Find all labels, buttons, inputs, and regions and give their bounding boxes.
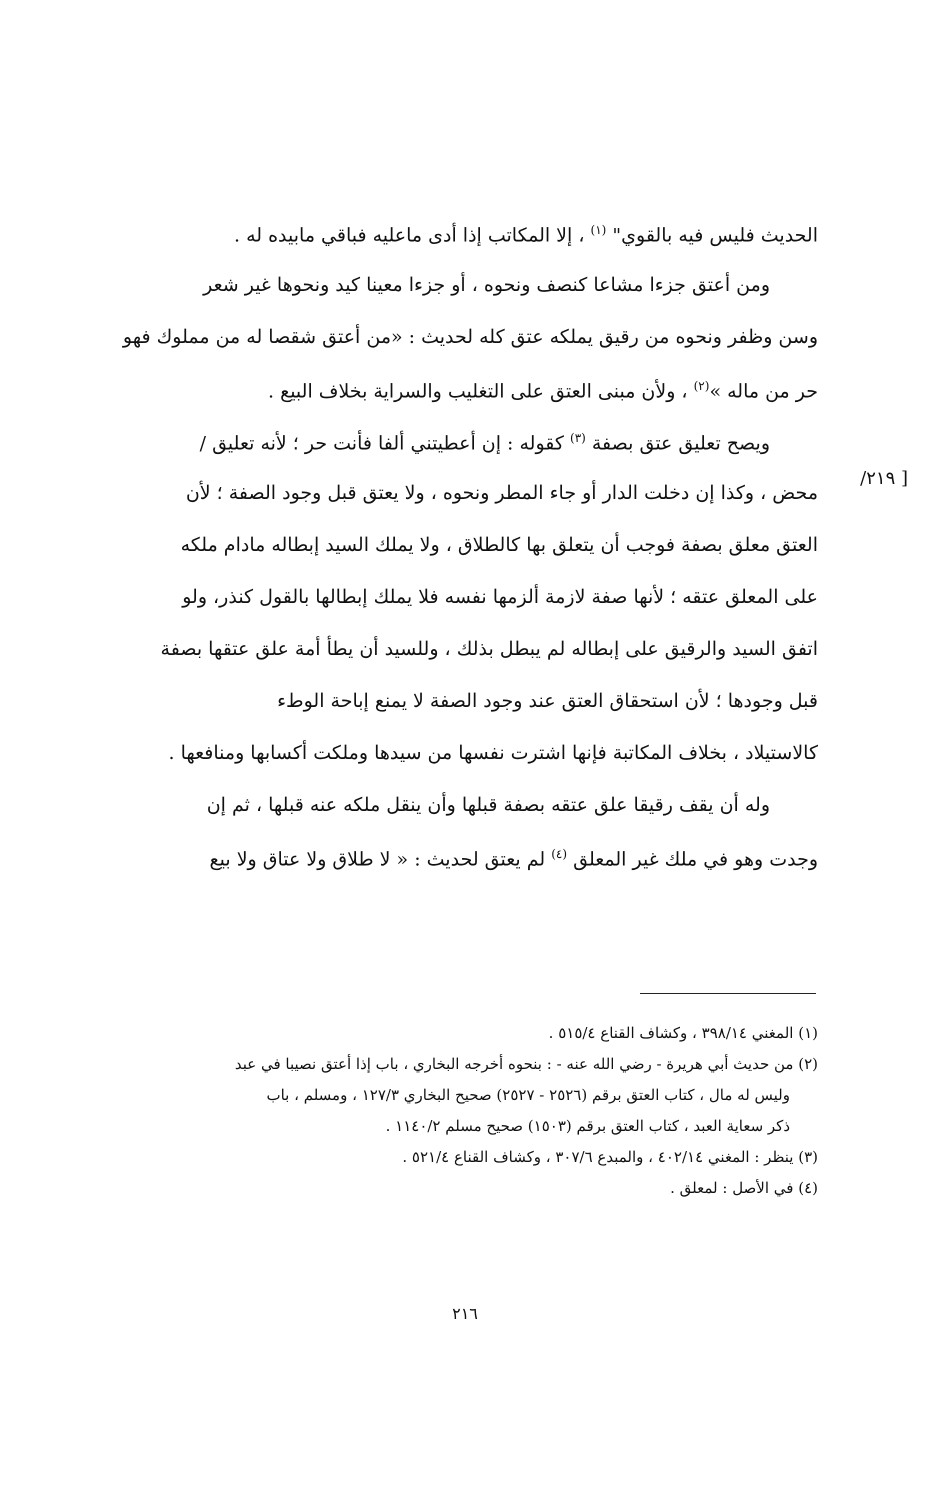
footnote-ref: (٤)	[551, 847, 568, 861]
text-segment: قبل وجودها ؛ لأن استحقاق العتق عند وجود الصفة لا يمنع إباحة الوطء	[277, 690, 818, 712]
text-line	[70, 834, 818, 886]
text-segment: ، ولأن مبنى العتق على التغليب والسراية بخلاف البيع .	[268, 380, 688, 403]
text-segment: وسن وظفر ونحوه من رقيق يملكه عتق كله لحديث : «من أعتق شقصا له من مملوك فهو	[122, 326, 818, 348]
text-line	[70, 574, 818, 626]
footnotes	[72, 1018, 818, 1204]
text-line	[70, 470, 818, 522]
main-text	[70, 210, 818, 886]
text-segment: حر من ماله »	[709, 380, 818, 403]
text-line	[70, 262, 818, 314]
text-line	[70, 626, 818, 678]
footnote-line: (١) المغني ٣٩٨/١٤ ، وكشاف القناع ٥١٥/٤ .	[548, 1024, 818, 1042]
footnote-line: ذكر سعاية العبد ، كتاب العتق برقم (١٥٠٣) صحيح مسلم ١١٤٠/٢ .	[385, 1117, 790, 1135]
text-segment: وله أن يقف رقيقا علق عتقه بصفة قبلها وأن ينقل ملكه عنه قبلها ، ثم إن	[206, 794, 770, 816]
text-segment: كقوله : إن أعطيتني ألفا فأنت حر ؛ لأنه تعليق /	[199, 432, 564, 455]
text-line	[70, 730, 818, 782]
text-segment: ومن أعتق جزءا مشاعا كنصف ونحوه ، أو جزءا معينا كيد ونحوها غير شعر	[203, 274, 770, 296]
text-line	[70, 366, 818, 418]
footnote-ref: (٣)	[570, 431, 586, 445]
text-line	[70, 522, 818, 574]
footnote-line: (٢) من حديث أبي هريرة - رضي الله عنه - : بنحوه أخرجه البخاري ، باب إذا أعتق نصيبا في عبد	[234, 1055, 818, 1073]
text-segment: اتفق السيد والرقيق على إبطاله لم يبطل بذلك ، وللسيد أن يطأ أمة علق عتقها بصفة	[160, 638, 818, 660]
footnote-line: (٣) ينظر : المغني ٤٠٢/١٤ ، والمبدع ٣٠٧/٦ ، وكشاف القناع ٥٢١/٤ .	[402, 1148, 818, 1166]
footnote-ref: (٢)	[693, 379, 710, 393]
text-segment: وجدت وهو في ملك غير المعلق	[573, 848, 818, 871]
footnote-separator	[640, 993, 816, 994]
text-segment: كالاستيلاد ، بخلاف المكاتبة فإنها اشترت نفسها من سيدها وملكت أكسابها ومنافعها .	[168, 742, 818, 764]
text-segment: العتق معلق بصفة فوجب أن يتعلق بها كالطلاق ، ولا يملك السيد إبطاله مادام ملكه	[180, 534, 818, 556]
text-line	[70, 314, 818, 366]
text-line	[70, 782, 818, 834]
text-segment: الحديث فليس فيه بالقوي"	[612, 224, 818, 247]
manuscript-folio-marker: [ ٢١٩/	[860, 468, 908, 489]
text-line	[70, 210, 818, 262]
page-number: ٢١٦	[452, 1304, 478, 1323]
text-segment: محض ، وكذا إن دخلت الدار أو جاء المطر ونحوه ، ولا يعتق قبل وجود الصفة ؛ لأن	[185, 482, 818, 504]
text-line	[70, 418, 818, 470]
text-segment: ويصح تعليق عتق بصفة	[591, 432, 770, 455]
text-segment: لم يعتق لحديث : « لا طلاق ولا عتاق ولا بيع	[209, 848, 546, 871]
text-segment: ، إلا المكاتب إذا أدى ماعليه فباقي مابيده له .	[233, 224, 585, 247]
text-segment: على المعلق عتقه ؛ لأنها صفة لازمة ألزمها نفسه فلا يملك إبطالها بالقول كنذر، ولو	[182, 586, 818, 608]
text-line	[70, 678, 818, 730]
footnote-ref: (١)	[590, 223, 607, 237]
footnote-line: (٤) في الأصل : لمعلق .	[670, 1179, 818, 1197]
footnote-line: وليس له مال ، كتاب العتق برقم (٢٥٢٦ - ٢٥٢٧) صحيح البخاري ١٢٧/٣ ، ومسلم ، باب	[266, 1086, 790, 1104]
